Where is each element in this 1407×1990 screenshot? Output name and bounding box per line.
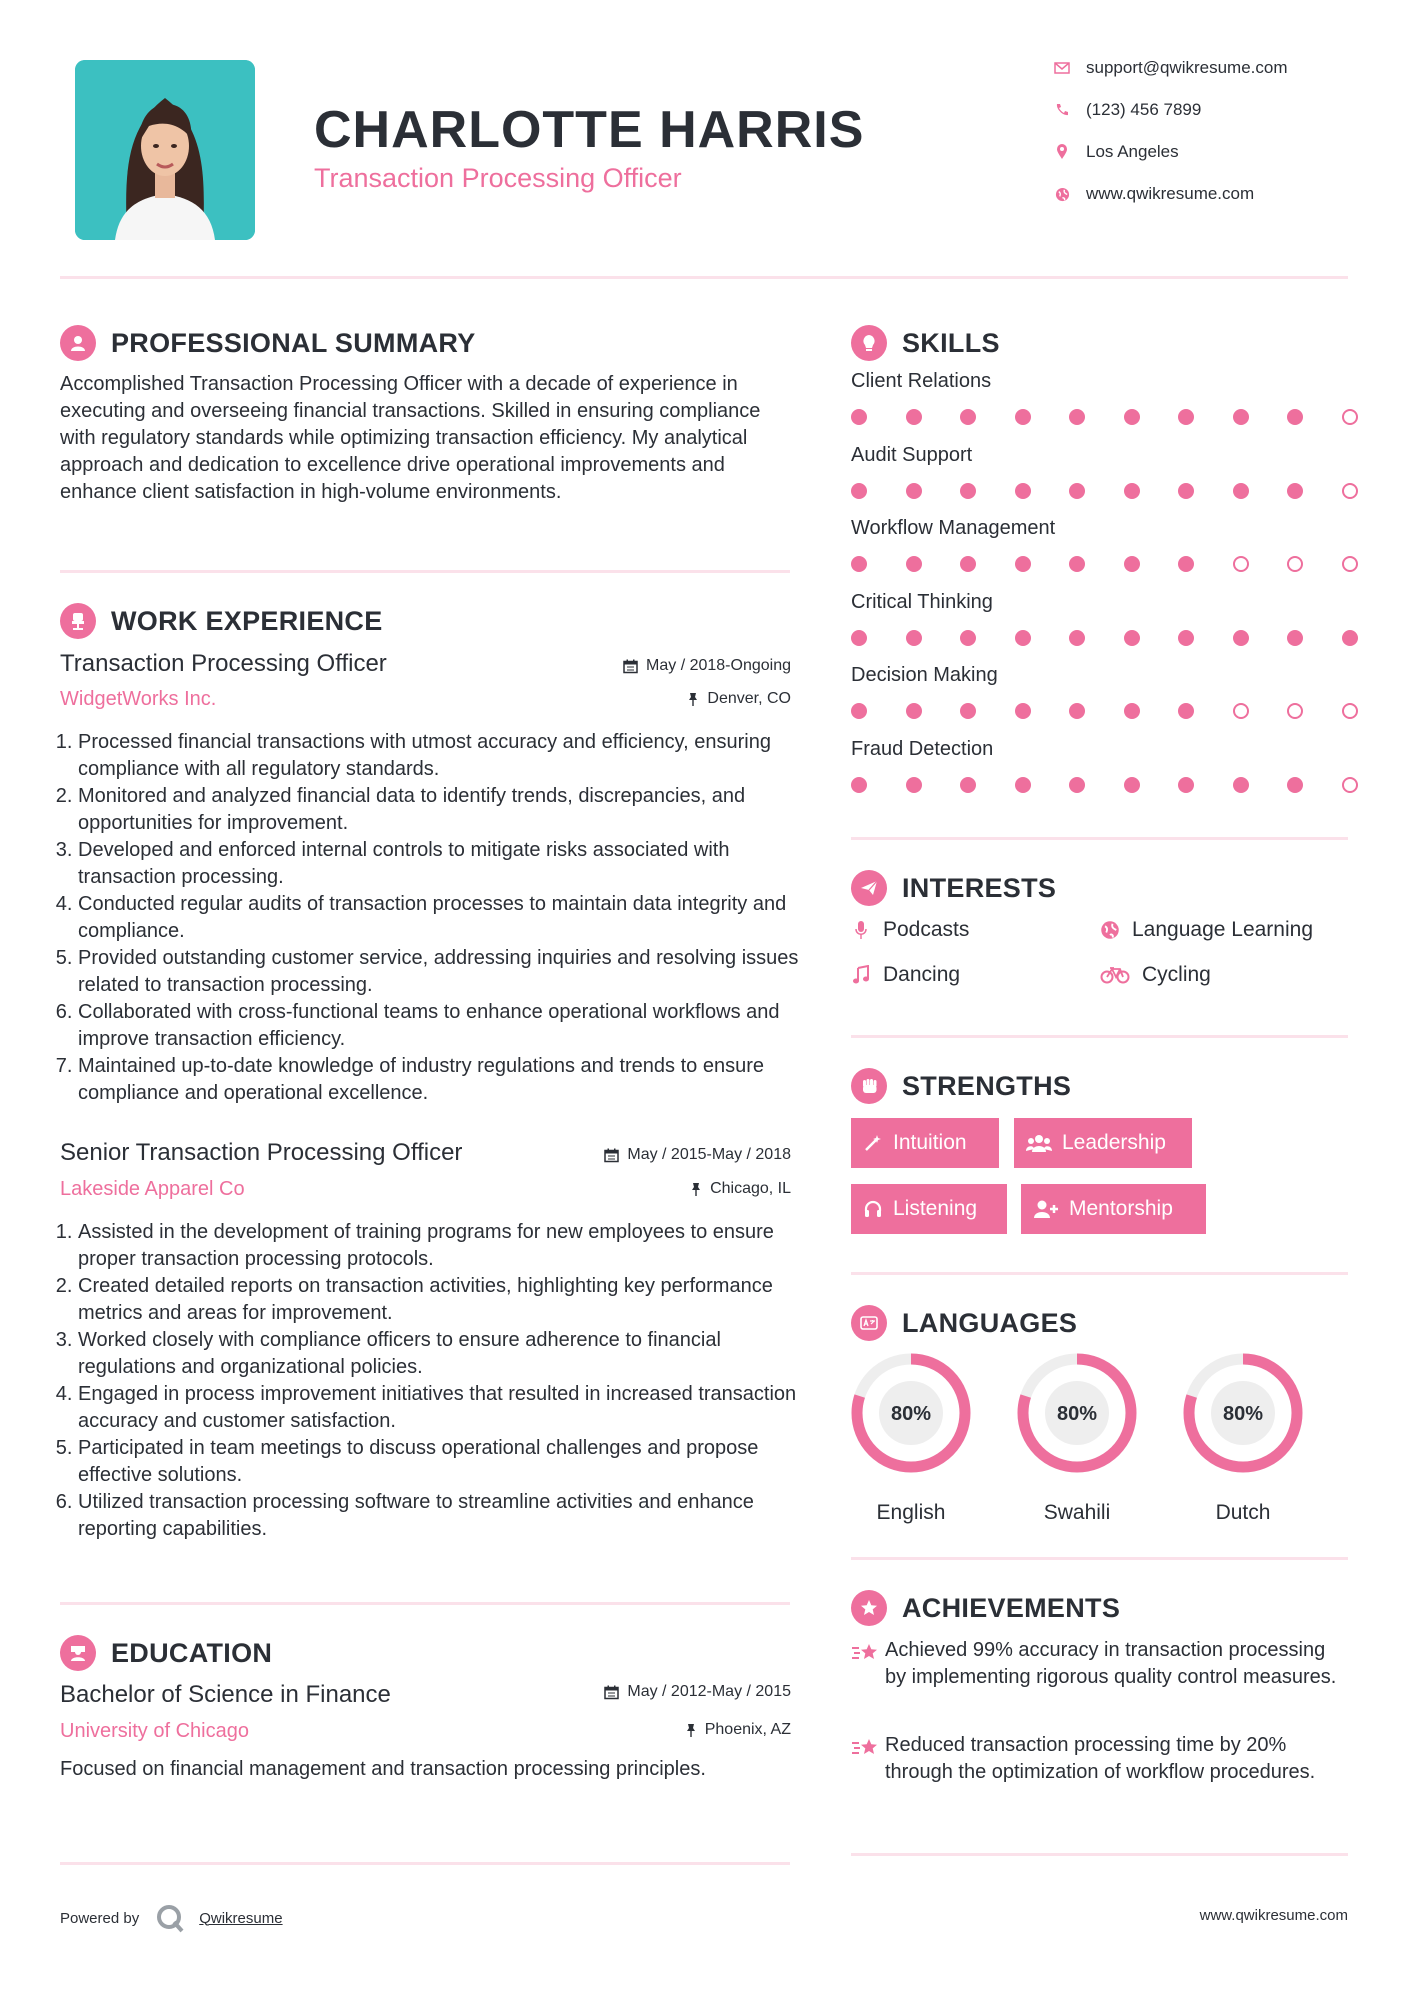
education-dates <box>540 1683 791 1701</box>
education-heading-text: EDUCATION <box>111 1637 273 1668</box>
interest-label: Cycling <box>1142 963 1211 986</box>
strengths-divider <box>851 1272 1348 1275</box>
rating-dot-filled <box>1069 556 1085 572</box>
rating-dot-filled <box>1124 409 1140 425</box>
skill-rating <box>851 409 1358 425</box>
contact-website[interactable] <box>1052 184 1254 204</box>
skill-name: Workflow Management <box>851 517 1056 539</box>
magic-wand-icon <box>863 1133 883 1153</box>
pin-icon <box>690 1182 702 1197</box>
shooting-star-icon <box>851 1637 885 1691</box>
interest-label: Dancing <box>883 963 961 986</box>
skill-rating <box>851 483 1358 499</box>
rating-dot-filled <box>960 409 976 425</box>
envelope-icon <box>1052 58 1072 78</box>
job-1-duty: 1. Processed financial transactions with utmost accuracy and efficiency, ensuring compliance with all regulatory standards. <box>78 729 800 783</box>
summary-heading-text: PROFESSIONAL SUMMARY <box>111 327 476 358</box>
rating-dot-filled <box>960 630 976 646</box>
education-divider <box>60 1862 790 1865</box>
contact-phone[interactable] <box>1052 100 1201 120</box>
contact-email-text: support@qwikresume.com <box>1086 58 1288 77</box>
language-ring <box>1178 1348 1308 1478</box>
achievements-divider <box>851 1853 1348 1856</box>
rating-dot-filled <box>906 483 922 499</box>
users-icon <box>1026 1133 1052 1153</box>
rating-dot-empty <box>1342 556 1358 572</box>
skill-rating <box>851 703 1358 719</box>
job-1-duty: 3. Developed and enforced internal controls to mitigate risks associated with transaction processing. <box>78 837 800 891</box>
strengths-heading <box>851 1068 1071 1104</box>
job-1-dates-text: May / 2018-Ongoing <box>646 657 791 674</box>
rating-dot-filled <box>1015 483 1031 499</box>
skill-rating <box>851 777 1358 793</box>
achievements-heading-text: ACHIEVEMENTS <box>902 1592 1121 1623</box>
rating-dot-filled <box>851 777 867 793</box>
job-2-duty: 1. Assisted in the development of training programs for new employees to ensure proper transaction processing protocols. <box>78 1219 800 1273</box>
languages-divider <box>851 1557 1348 1560</box>
strength-label: Leadership <box>1062 1131 1166 1154</box>
rating-dot-empty <box>1342 409 1358 425</box>
fist-icon <box>851 1068 887 1104</box>
rating-dot-filled <box>960 556 976 572</box>
achievement-text: Achieved 99% accuracy in transaction processing by implementing rigorous quality control measures. <box>885 1639 1337 1688</box>
contact-location <box>1052 142 1179 162</box>
job-2-duty: 6. Utilized transaction processing software to streamline activities and enhance reporting capabilities. <box>78 1489 800 1543</box>
rating-dot-filled <box>906 556 922 572</box>
rating-dot-filled <box>960 777 976 793</box>
job-2-company: Lakeside Apparel Co <box>60 1178 245 1200</box>
rating-dot-filled <box>960 703 976 719</box>
job-1-location <box>560 690 791 708</box>
job-2-title: Senior Transaction Processing Officer <box>60 1139 463 1166</box>
rating-dot-filled <box>1233 777 1249 793</box>
language-ring <box>846 1348 976 1478</box>
rating-dot-filled <box>1124 483 1140 499</box>
strength-tag <box>851 1118 999 1168</box>
rating-dot-empty <box>1233 556 1249 572</box>
skills-heading-text: SKILLS <box>902 327 1000 358</box>
rating-dot-filled <box>1124 630 1140 646</box>
skill-row <box>851 738 1358 812</box>
achievements-heading <box>851 1590 1120 1626</box>
job-2-location-text: Chicago, IL <box>710 1180 791 1197</box>
contact-phone-text: (123) 456 7899 <box>1086 100 1202 119</box>
contact-location-text: Los Angeles <box>1086 142 1179 161</box>
interest-item <box>1100 963 1211 987</box>
rating-dot-filled <box>1069 630 1085 646</box>
experience-heading-text: WORK EXPERIENCE <box>111 605 383 636</box>
rating-dot-filled <box>906 703 922 719</box>
interests-divider <box>851 1035 1348 1038</box>
candidate-role: Transaction Processing Officer <box>314 163 682 193</box>
job-2-duty: 4. Engaged in process improvement initiatives that resulted in increased transaction accuracy and customer satisfaction. <box>78 1381 800 1435</box>
strength-label: Intuition <box>893 1131 967 1154</box>
language-percent: 80% <box>1222 1403 1264 1425</box>
interest-item <box>1100 918 1313 942</box>
footer-url[interactable]: www.qwikresume.com <box>1199 1907 1348 1924</box>
interests-heading <box>851 870 1056 906</box>
microphone-icon <box>851 920 871 940</box>
rating-dot-filled <box>1015 703 1031 719</box>
job-2-dates <box>540 1146 791 1164</box>
rating-dot-filled <box>906 777 922 793</box>
rating-dot-filled <box>1178 483 1194 499</box>
job-1-duties <box>60 729 800 1107</box>
skill-name: Audit Support <box>851 443 973 466</box>
map-pin-icon <box>1052 142 1072 162</box>
job-2-duties <box>60 1219 800 1543</box>
job-1-title: Transaction Processing Officer <box>60 650 387 677</box>
achievement-item <box>851 1637 1348 1691</box>
language-name: Swahili <box>1043 1501 1111 1524</box>
rating-dot-filled <box>1069 483 1085 499</box>
rating-dot-filled <box>851 483 867 499</box>
strength-tag <box>1014 1118 1192 1168</box>
education-dates-text: May / 2012-May / 2015 <box>627 1683 791 1700</box>
job-1-company: WidgetWorks Inc. <box>60 688 217 710</box>
phone-icon <box>1052 100 1072 120</box>
education-location-text: Phoenix, AZ <box>704 1721 791 1738</box>
rating-dot-filled <box>851 630 867 646</box>
education-school: University of Chicago <box>60 1720 249 1742</box>
star-badge-icon <box>851 1590 887 1626</box>
contact-website-text: www.qwikresume.com <box>1086 184 1255 203</box>
headphones-icon <box>863 1199 883 1219</box>
shooting-star-icon <box>851 1732 885 1786</box>
contact-email[interactable] <box>1052 58 1288 78</box>
languages-heading-text: LANGUAGES <box>902 1307 1078 1338</box>
language-item <box>1178 1348 1308 1525</box>
rating-dot-filled <box>1287 483 1303 499</box>
bicycle-icon <box>1100 966 1130 984</box>
education-degree: Bachelor of Science in Finance <box>60 1681 391 1708</box>
interest-label: Podcasts <box>883 918 970 941</box>
qwikresume-logo-icon <box>155 1903 185 1933</box>
skill-row <box>851 370 1358 444</box>
rating-dot-filled <box>1233 409 1249 425</box>
rating-dot-empty <box>1342 483 1358 499</box>
rating-dot-filled <box>1233 483 1249 499</box>
header-divider <box>60 276 1348 279</box>
office-chair-icon <box>60 603 96 639</box>
interests-heading-text: INTERESTS <box>902 872 1057 903</box>
language-icon <box>851 1305 887 1341</box>
job-1-dates <box>560 657 791 675</box>
language-percent: 80% <box>1056 1403 1098 1425</box>
calendar-icon <box>604 1685 619 1700</box>
education-heading <box>60 1635 272 1671</box>
job-2-duty: 2. Created detailed reports on transaction activities, highlighting key performance metrics and areas for improvement. <box>78 1273 800 1327</box>
rating-dot-filled <box>1015 556 1031 572</box>
job-2-duty: 5. Participated in team meetings to discuss operational challenges and propose effective solutions. <box>78 1435 800 1489</box>
interest-label: Language Learning <box>1132 918 1314 941</box>
rating-dot-filled <box>1287 409 1303 425</box>
brand-link[interactable]: Qwikresume <box>199 1909 283 1927</box>
strengths-heading-text: STRENGTHS <box>902 1070 1072 1101</box>
skill-row <box>851 517 1358 591</box>
rating-dot-filled <box>1069 409 1085 425</box>
language-percent: 80% <box>890 1403 932 1425</box>
globe-icon <box>1052 184 1072 204</box>
lightbulb-icon <box>851 325 887 361</box>
strength-label: Listening <box>893 1197 978 1220</box>
achievement-text: Reduced transaction processing time by 20% through the optimization of workflow procedures. <box>885 1734 1316 1783</box>
rating-dot-empty <box>1287 703 1303 719</box>
skills-list <box>851 370 1358 811</box>
candidate-name: CHARLOTTE HARRIS <box>314 101 865 159</box>
strength-tag <box>1021 1184 1206 1234</box>
rating-dot-filled <box>1233 630 1249 646</box>
strength-label: Mentorship <box>1069 1197 1173 1220</box>
rating-dot-filled <box>1178 703 1194 719</box>
rating-dot-filled <box>1287 630 1303 646</box>
rating-dot-filled <box>1178 777 1194 793</box>
skill-name: Decision Making <box>851 664 998 686</box>
job-1-duty: 7. Maintained up-to-date knowledge of industry regulations and trends to ensure compliance and operational excellence. <box>78 1053 800 1107</box>
experience-heading <box>60 603 383 639</box>
skill-rating <box>851 556 1358 572</box>
powered-by-text: Powered by <box>60 1909 140 1927</box>
interest-item <box>851 963 960 987</box>
rating-dot-empty <box>1342 703 1358 719</box>
education-location <box>560 1721 791 1739</box>
calendar-icon <box>623 659 638 674</box>
interest-item <box>851 918 969 942</box>
job-1-location-text: Denver, CO <box>707 690 791 707</box>
summary-text: Accomplished Transaction Processing Officer with a decade of experience in executing and overseeing financial transactions. Skilled in ensuring compliance with regulatory standards while optimizing transaction efficiency. My analytical approach and dedication to excellence drive operational improvements and enhance client satisfaction in high-volume environments. <box>60 373 761 503</box>
user-icon <box>60 325 96 361</box>
education-description: Focused on financial management and transaction processing principles. <box>60 1758 706 1780</box>
job-1-duty: 6. Collaborated with cross-functional teams to enhance operational workflows and improve transaction efficiency. <box>78 999 800 1053</box>
rating-dot-filled <box>1342 630 1358 646</box>
calendar-icon <box>604 1148 619 1163</box>
languages-heading <box>851 1305 1077 1341</box>
rating-dot-filled <box>851 409 867 425</box>
language-item <box>846 1348 976 1525</box>
skill-row <box>851 444 1358 518</box>
summary-divider <box>60 570 790 573</box>
rating-dot-filled <box>1015 777 1031 793</box>
portrait-illustration <box>75 60 255 240</box>
rating-dot-filled <box>906 630 922 646</box>
skill-name: Client Relations <box>851 370 992 392</box>
rating-dot-filled <box>1015 409 1031 425</box>
achievement-item <box>851 1732 1348 1786</box>
graduate-icon <box>60 1635 96 1671</box>
user-plus-icon <box>1033 1199 1059 1219</box>
job-1-duty: 2. Monitored and analyzed financial data to identify trends, discrepancies, and opportunities for improvement. <box>78 783 800 837</box>
rating-dot-filled <box>1069 777 1085 793</box>
experience-divider <box>60 1602 790 1605</box>
skills-heading <box>851 325 1000 361</box>
skill-name: Fraud Detection <box>851 737 994 760</box>
skill-rating <box>851 630 1358 646</box>
strength-tag <box>851 1184 1007 1234</box>
rating-dot-filled <box>1124 703 1140 719</box>
skill-row <box>851 591 1358 665</box>
paper-plane-icon <box>851 870 887 906</box>
globe-icon <box>1100 920 1120 940</box>
rating-dot-filled <box>1015 630 1031 646</box>
language-name: English <box>876 1501 946 1524</box>
skill-name: Critical Thinking <box>851 590 993 613</box>
rating-dot-filled <box>1069 703 1085 719</box>
pin-icon <box>685 1723 697 1738</box>
summary-heading <box>60 325 476 361</box>
rating-dot-filled <box>1124 777 1140 793</box>
skills-divider <box>851 837 1348 840</box>
skill-row <box>851 664 1358 738</box>
language-item <box>1012 1348 1142 1525</box>
language-name: Dutch <box>1215 1501 1271 1524</box>
rating-dot-filled <box>851 556 867 572</box>
rating-dot-filled <box>851 703 867 719</box>
job-1-duty: 4. Conducted regular audits of transaction processes to maintain data integrity and compliance. <box>78 891 800 945</box>
language-ring <box>1012 1348 1142 1478</box>
job-2-dates-text: May / 2015-May / 2018 <box>627 1146 791 1163</box>
profile-photo <box>75 60 255 240</box>
rating-dot-filled <box>1124 556 1140 572</box>
rating-dot-empty <box>1342 777 1358 793</box>
rating-dot-filled <box>1178 556 1194 572</box>
rating-dot-filled <box>1287 777 1303 793</box>
job-2-location <box>560 1180 791 1198</box>
rating-dot-filled <box>1178 630 1194 646</box>
job-1-duty: 5. Provided outstanding customer service, addressing inquiries and resolving issues related to transaction processing. <box>78 945 800 999</box>
rating-dot-empty <box>1287 556 1303 572</box>
rating-dot-filled <box>906 409 922 425</box>
job-2-duty: 3. Worked closely with compliance officers to ensure adherence to financial regulations and organizational policies. <box>78 1327 800 1381</box>
rating-dot-filled <box>960 483 976 499</box>
rating-dot-empty <box>1233 703 1249 719</box>
music-note-icon <box>851 965 871 985</box>
rating-dot-filled <box>1178 409 1194 425</box>
pin-icon <box>687 692 699 707</box>
footer-powered <box>60 1903 283 1933</box>
